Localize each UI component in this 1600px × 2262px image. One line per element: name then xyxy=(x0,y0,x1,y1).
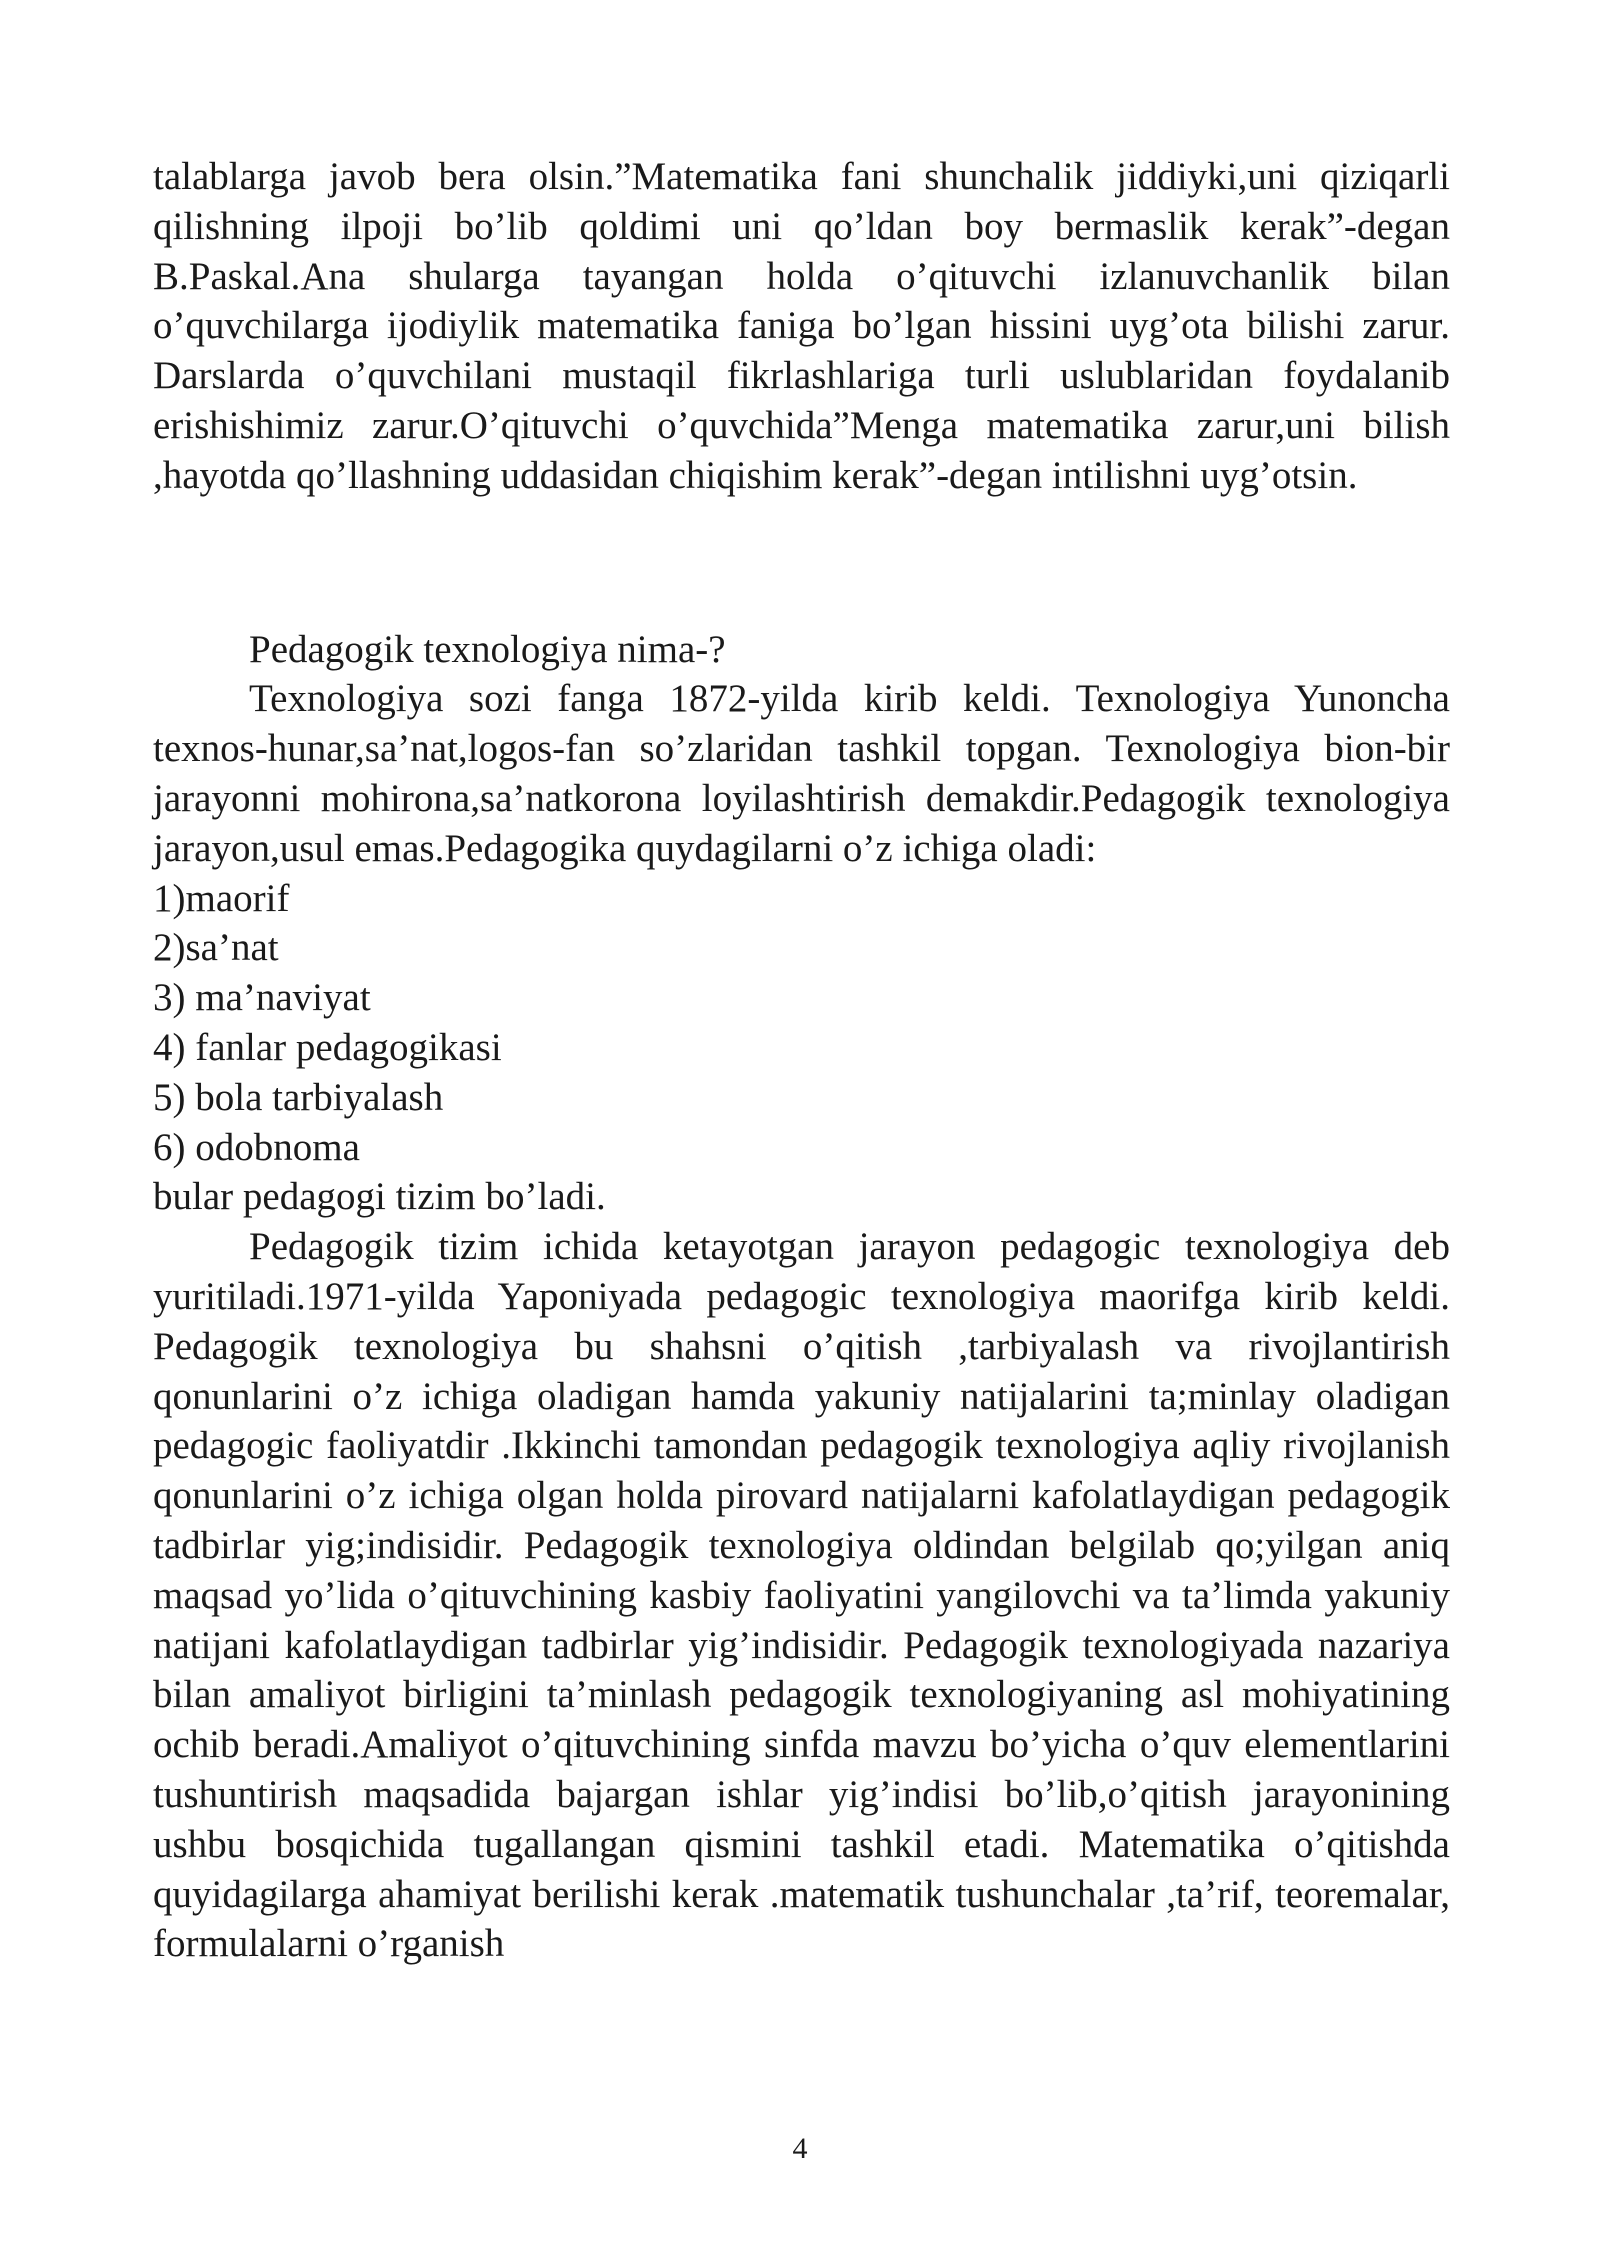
list-item: 3) ma’naviyat xyxy=(153,976,371,1020)
section-heading: Pedagogik texnologiya nima-? xyxy=(249,627,726,671)
list-item: 5) bola tarbiyalash xyxy=(153,1075,444,1119)
page-number: 4 xyxy=(792,2132,808,2165)
list-item: 2)sa’nat xyxy=(153,926,279,970)
paragraph-spacer xyxy=(153,501,1450,625)
paragraph-opening: talablarga javob bera olsin.”Matematika fani shunchalik jiddiyki,uni qiziqarli qilishning ilpoji bo’lib qoldimi uni qo’ldan boy bermaslik kerak”-degan B.Paskal.Ana shularga tayangan holda o’qituvchi izlanuvchanlik bilan o’quvchilarga ijodiylik matematika faniga bo’lgan hissini uyg’ota bilishi zarur. Darslarda o’quvchilani mustaqil fikrlashlariga turli uslublaridan foydalanib erishishimiz zarur.O’qituvchi o’quvchida”Menga matematika zarur,uni bilish ,hayotda qo’llashning uddasidan chiqishim kerak”-degan intilishni uyg’otsin. xyxy=(153,155,1450,497)
page-content xyxy=(153,152,1450,1969)
list-item: 4) fanlar pedagogikasi xyxy=(153,1025,502,1069)
paragraph-intro: Texnologiya sozi fanga 1872-yilda kirib keldi. Texnologiya Yunoncha texnos-hunar,sa’nat,logos-fan so’zlaridan tashkil topgan. Texnologiya bion-bir jarayonni mohirona,sa’natkorona loyilashtirish demakdir.Pedagogik texnologiya jarayon,usul emas.Pedagogika quydagilarni o’z ichiga oladi: xyxy=(153,677,1450,870)
list-conclusion: bular pedagogi tizim bo’ladi. xyxy=(153,1175,606,1219)
list-item: 1)maorif xyxy=(153,876,290,920)
list-item: 6) odobnoma xyxy=(153,1125,360,1169)
paragraph-closing: Pedagogik tizim ichida ketayotgan jarayon pedagogic texnologiya deb yuritiladi.1971-yilda Yaponiyada pedagogic texnologiya maorifga kirib keldi. Pedagogik texnologiya bu shahsni o’qitish ,tarbiyalash va rivojlantirish qonunlarini o’z ichiga oladigan hamda yakuniy natijalarini ta;minlay oladigan pedagogic faoliyatdir .Ikkinchi tamondan pedagogik texnologiya aqliy rivojlanish qonunlarini o’z ichiga olgan holda pirovard natijalarni kafolatlaydigan pedagogik tadbirlar yig;indisidir. Pedagogik texnologiya oldindan belgilab qo;yilgan aniq maqsad yo’lida o’qituvchining kasbiy faoliyatini yangilovchi va ta’limda yakuniy natijani kafolatlaydigan tadbirlar yig’indisidir. Pedagogik texnologiyada nazariya bilan amaliyot birligini ta’minlash pedagogik texnologiyaning asl mohiyatining ochib beradi.Amaliyot o’qituvchining sinfda mavzu bo’yicha o’quv elementlarini tushuntirish maqsadida bajargan ishlar yig’indisi bo’lib,o’qitish jarayonining ushbu bosqichida tugallangan qismini tashkil etadi. Matematika o’qitishda quyidagilarga ahamiyat berilishi kerak .matematik tushunchalar ,ta’rif, teoremalar, formulalarni o’rganish xyxy=(153,1225,1450,1966)
